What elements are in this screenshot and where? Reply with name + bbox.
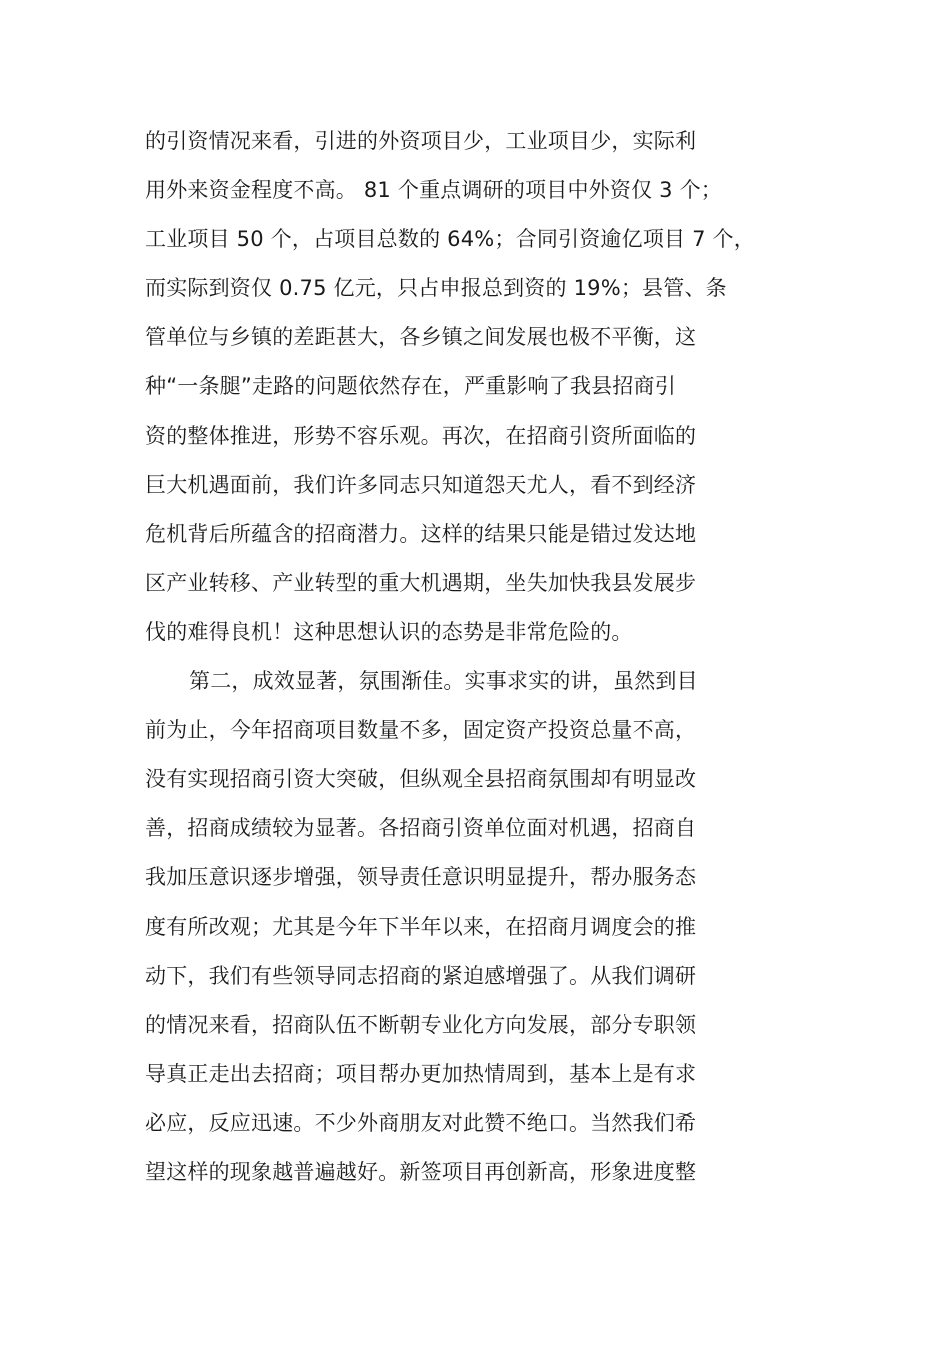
text-line: 用外来资金程度不高。 81 个重点调研的项目中外资仅 3 个； [145, 178, 722, 203]
text-line: 而实际到资仅 0.75 亿元，只占申报总到资的 19%；县管、条 [145, 276, 727, 301]
text-line: 伐的难得良机！这种思想认识的态势是非常危险的。 [145, 619, 633, 644]
text-line: 资的整体推进，形势不容乐观。再次，在招商引资所面临的 [145, 423, 697, 448]
text-line: 动下，我们有些领导同志招商的紧迫感增强了。从我们调研 [145, 963, 697, 988]
text-line: 我加压意识逐步增强，领导责任意识明显提升，帮办服务态 [145, 865, 697, 890]
text-line: 没有实现招商引资大突破，但纵观全县招商氛围却有明显改 [145, 767, 697, 792]
text-line: 的引资情况来看，引进的外资项目少，工业项目少，实际利 [145, 129, 697, 153]
text-line: 导真正走出去招商；项目帮办更加热情周到，基本上是有求 [145, 1061, 697, 1086]
text-line: 区产业转移、产业转型的重大机遇期，坐失加快我县发展步 [145, 570, 697, 595]
body-text [145, 124, 825, 1204]
text-line: 望这样的现象越普遍越好。新签项目再创新高，形象进度整 [145, 1159, 697, 1184]
text-line: 善，招商成绩较为显著。各招商引资单位面对机遇，招商自 [145, 816, 697, 841]
text-line: 前为止，今年招商项目数量不多，固定资产投资总量不高， [145, 718, 697, 743]
text-line: 巨大机遇面前，我们许多同志只知道怨天尤人，看不到经济 [145, 472, 697, 497]
text-line: 危机背后所蕴含的招商潜力。这样的结果只能是错过发达地 [145, 521, 697, 546]
text-line: 管单位与乡镇的差距甚大，各乡镇之间发展也极不平衡，这 [145, 325, 697, 350]
text-line: 度有所改观；尤其是今年下半年以来，在招商月调度会的推 [145, 914, 697, 939]
text-line: 工业项目 50 个，占项目总数的 64%；合同引资逾亿项目 7 个， [145, 227, 755, 252]
text-line: 的情况来看，招商队伍不断朝专业化方向发展，部分专职领 [145, 1012, 697, 1037]
text-line: 种“一条腿”走路的问题依然存在，严重影响了我县招商引 [145, 374, 676, 399]
paragraph-start-line: 第二，成效显著，氛围渐佳。实事求实的讲，虽然到目 [189, 669, 698, 694]
text-line: 必应，反应迅速。不少外商朋友对此赞不绝口。当然我们希 [145, 1110, 697, 1135]
